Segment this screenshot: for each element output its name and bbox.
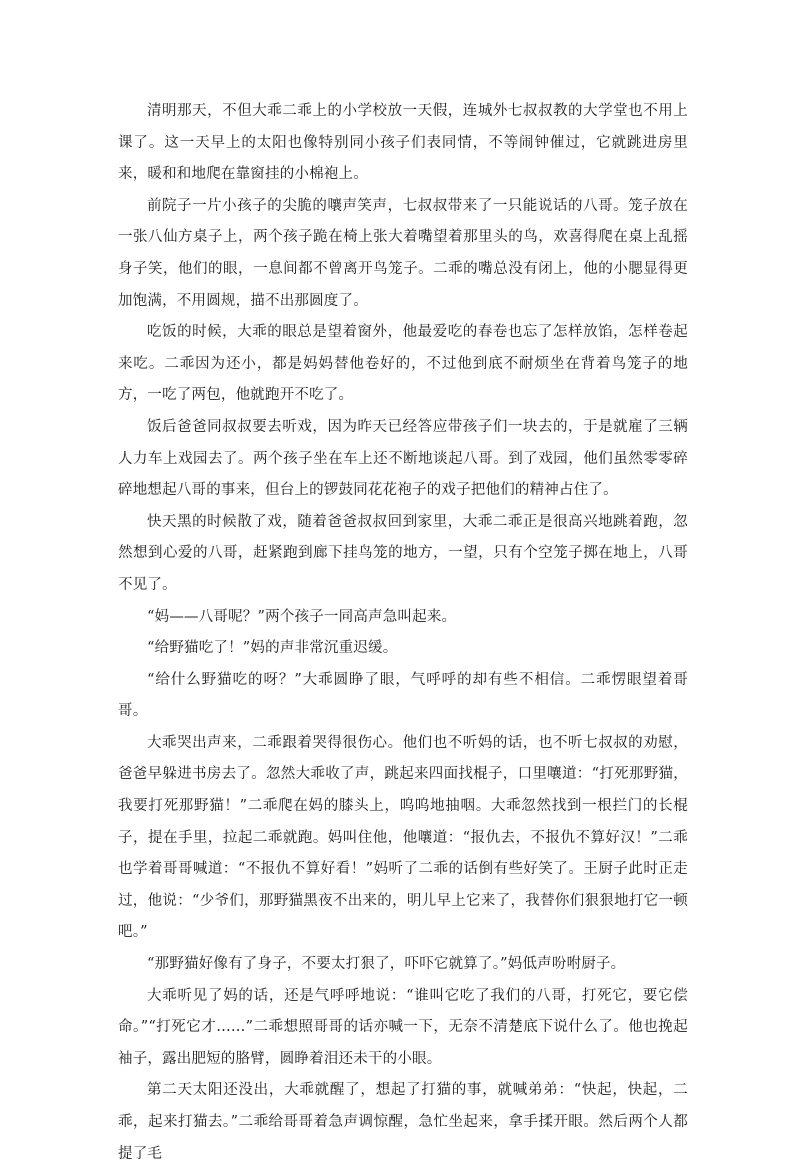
paragraph-3: 吃饭的时候，大乖的眼总是望着窗外，他最爱吃的春卷也忘了怎样放馅，怎样卷起来吃。二乖因为还小，都是妈妈替他卷好的，不过他到底不耐烦坐在背着鸟笼子的地方，一吃了两包，他就跑开不吃了。: [118, 324, 688, 404]
paragraph-7: “给野猫吃了！”妈的声非常沉重迟缓。: [147, 640, 398, 657]
paragraph-9: 大乖哭出声来，二乖跟着哭得很伤心。他们也不听妈的话，也不听七叔叔的劝慰，爸爸早躲进书房去了。忽然大乖收了声，跳起来四面找棍子，口里嚷道：“打死那野猫，我要打死那野猫！”二乖爬在妈的膝头上，呜呜地抽咽。大乖忽然找到一根拦门的长棍子，提在手里，拉起二乖就跑。妈叫住他，他嚷道：“报仇去，不报仇不算好汉！”二乖也学着哥哥喊道：“不报仇不算好看！”妈听了二乖的话倒有些好笑了。王厨子此时正走过，他说：“少爷们，那野猫黑夜不出来的，明儿早上它来了，我替你们狠狠地打它一顿吧。”: [118, 734, 688, 941]
paragraph-11: 大乖听见了妈的话，还是气呼呼地说：“谁叫它吃了我们的八哥，打死它，要它偿命。”“打死它才……”二乖想照哥哥的话亦喊一下，无奈不清楚底下说什么了。他也挽起袖子，露出肥短的胳臂，圆睁着泪还未干的小眼。: [118, 987, 688, 1067]
paragraph-8: “给什么野猫吃的呀？”大乖圆睁了眼，气呼呼的却有些不相信。二乖愣眼望着哥哥。: [118, 671, 688, 720]
paragraph-2: 前院子一片小孩子的尖脆的嚷声笑声，七叔叔带来了一只能说话的八哥。笼子放在一张八仙方桌子上，两个孩子跪在椅上张大着嘴望着那里头的鸟，欢喜得爬在桌上乱摇身子笑，他们的眼，一息间都不曾离开鸟笼子。二乖的嘴总没有闭上，他的小腮显得更加饱满，不用圆规，描不出那圆度了。: [118, 197, 688, 309]
story-text: [118, 96, 688, 1170]
paragraph-12: 第二天太阳还没出，大乖就醒了，想起了打猫的事，就喊弟弟：“快起，快起，二乖，起来打猫去。”二乖给哥哥着急声调惊醒，急忙坐起来，拿手揉开眼。然后两个人都提了毛: [118, 1082, 688, 1162]
paragraph-1: 清明那天，不但大乖二乖上的小学校放一天假，连城外七叔叔教的大学堂也不用上课了。这一天早上的太阳也像特别同小孩子们表同情，不等闹钟催过，它就跳进房里来，暖和和地爬在靠窗挂的小棉袍上。: [118, 103, 688, 183]
paragraph-5: 快天黑的时候散了戏，随着爸爸叔叔回到家里，大乖二乖正是很高兴地跳着跑，忽然想到心爱的八哥，赶紧跑到廊下挂鸟笼的地方，一望，只有个空笼子掷在地上，八哥不见了。: [118, 513, 688, 593]
paragraph-10: “那野猫好像有了身子，不要太打狠了，吓吓它就算了。”妈低声吩咐厨子。: [147, 956, 626, 973]
paragraph-6: “妈——八哥呢？”两个孩子一同高声急叫起来。: [147, 608, 457, 625]
paragraph-4: 饭后爸爸同叔叔要去听戏，因为昨天已经答应带孩子们一块去的，于是就雇了三辆人力车上戏园去了。两个孩子坐在车上还不断地谈起八哥。到了戏园，他们虽然零零碎碎地想起八哥的事来，但台上的锣鼓同花花袍子的戏子把他们的精神占住了。: [118, 418, 688, 499]
